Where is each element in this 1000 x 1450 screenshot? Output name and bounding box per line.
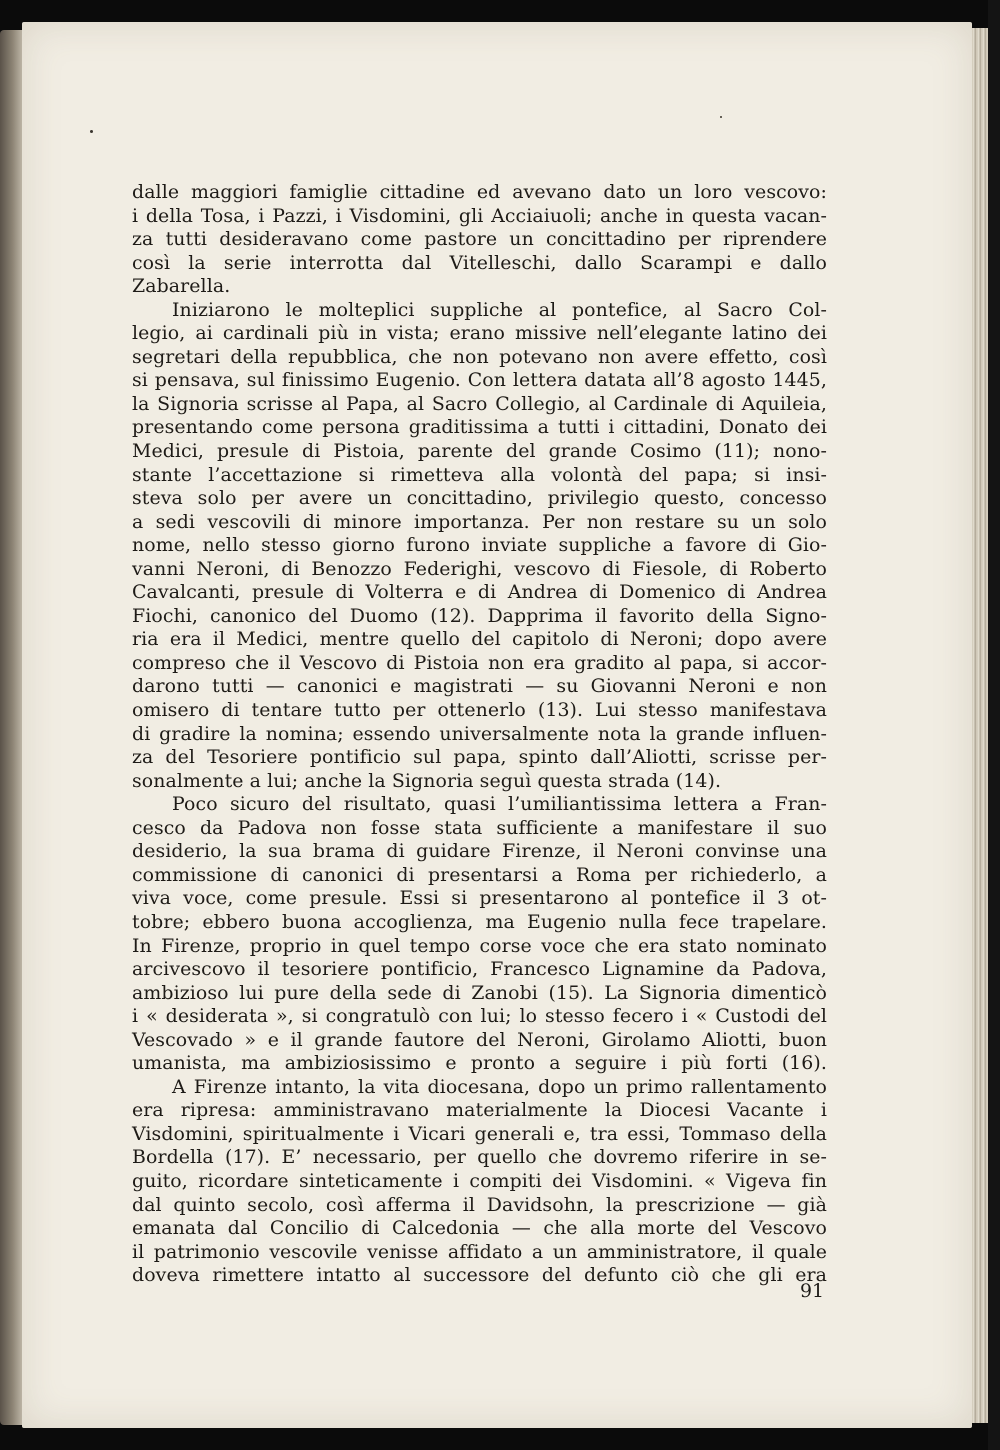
text-line: desiderio, la sua brama di guidare Firenze, il Neroni convinse una: [132, 840, 827, 863]
body-text: [132, 181, 827, 1288]
text-line: In Firenze, proprio in quel tempo corse voce che era stato nominato: [132, 934, 827, 957]
text-line: vanni Neroni, di Benozzo Federighi, vescovo di Fiesole, di Roberto: [132, 557, 827, 580]
text-line: A Firenze intanto, la vita diocesana, dopo un primo rallentamento: [172, 1075, 827, 1098]
text-line: compreso che il Vescovo di Pistoia non era gradito al papa, si accor-: [132, 651, 827, 674]
text-line: legio, ai cardinali più in vista; erano missive nell’elegante latino dei: [132, 322, 827, 345]
text-line: Cavalcanti, presule di Volterra e di Andrea di Domenico di Andrea: [132, 581, 827, 604]
text-line: dalle maggiori famiglie cittadine ed avevano dato un loro vescovo:: [132, 181, 827, 203]
text-line: Visdomini, spiritualmente i Vicari generali e, tra essi, Tommaso della: [132, 1122, 827, 1145]
text-line: segretari della repubblica, che non potevano non avere effetto, così: [132, 345, 827, 368]
text-line: a sedi vescovili di minore importanza. Per non restare su un solo: [132, 510, 827, 533]
text-line: umanista, ma ambiziosissimo e pronto a seguire i più forti (16).: [132, 1052, 827, 1075]
text-line: presentando come persona graditissima a tutti i cittadini, Donato dei: [132, 416, 827, 439]
text-line: doveva rimettere intatto al successore del defunto ciò che gli era: [132, 1264, 827, 1287]
text-line: arcivescovo il tesoriere pontificio, Francesco Lignamine da Padova,: [132, 958, 827, 981]
text-line: viva voce, come presule. Essi si presentarono al pontefice il 3 ot-: [132, 887, 827, 910]
page-number: 91: [800, 1280, 825, 1302]
text-line: di gradire la nomina; essendo universalmente nota la grande influen-: [132, 722, 827, 745]
text-line: sonalmente a lui; anche la Signoria seguì questa strada (14).: [132, 769, 722, 792]
text-line: emanata dal Concilio di Calcedonia — che alla morte del Vescovo: [132, 1217, 827, 1240]
text-line: Poco sicuro del risultato, quasi l’umiliantissima lettera a Fran-: [172, 793, 827, 816]
text-line: nome, nello stesso giorno furono inviate suppliche a favore di Gio-: [132, 534, 827, 557]
text-line: cesco da Padova non fosse stata sufficiente a manifestare il suo: [132, 816, 827, 839]
text-line: stante l’accettazione si rimetteva alla volontà del papa; si insi-: [132, 463, 827, 486]
paper-speck: [90, 130, 93, 133]
text-line: i della Tosa, i Pazzi, i Visdomini, gli Acciaiuoli; anche in questa vacan-: [132, 204, 827, 227]
text-line: ria era il Medici, mentre quello del capitolo di Neroni; dopo avere: [132, 628, 827, 651]
text-line: Medici, presule di Pistoia, parente del grande Cosimo (11); nono-: [132, 440, 827, 463]
text-line: omisero di tentare tutto per ottenerlo (13). Lui stesso manifestava: [132, 699, 827, 722]
text-line: Zabarella.: [132, 275, 231, 298]
text-line: Iniziarono le molteplici suppliche al pontefice, al Sacro Col-: [172, 298, 827, 321]
text-line: guito, ricordare sinteticamente i compiti dei Visdomini. « Vigeva fin: [132, 1169, 827, 1192]
text-line: così la serie interrotta dal Vitelleschi, dallo Scarampi e dallo: [132, 251, 827, 274]
text-line: tobre; ebbero buona accoglienza, ma Eugenio nulla fece trapelare.: [132, 910, 827, 933]
text-line: era ripresa: amministravano materialmente la Diocesi Vacante i: [132, 1099, 827, 1122]
text-line: za tutti desideravano come pastore un concittadino per riprendere: [132, 228, 827, 251]
text-line: i « desiderata », si congratulò con lui; lo stesso fecero i « Custodi del: [132, 1005, 827, 1028]
text-line: dal quinto secolo, così afferma il Davidsohn, la prescrizione — già: [132, 1193, 827, 1216]
text-line: il patrimonio vescovile venisse affidato a un amministratore, il quale: [132, 1240, 827, 1263]
scan-background-right: [988, 0, 1000, 1450]
text-line: za del Tesoriere pontificio sul papa, spinto dall’Aliotti, scrisse per-: [132, 746, 827, 769]
text-line: la Signoria scrisse al Papa, al Sacro Collegio, al Cardinale di Aquileia,: [132, 392, 827, 415]
text-line: commissione di canonici di presentarsi a Roma per richiederlo, a: [132, 863, 827, 886]
text-line: Vescovado » e il grande fautore del Neroni, Girolamo Aliotti, buon: [132, 1028, 827, 1051]
text-line: Fiochi, canonico del Duomo (12). Dapprima il favorito della Signo-: [132, 604, 827, 627]
text-line: ambizioso lui pure della sede di Zanobi (15). La Signoria dimenticò: [132, 981, 827, 1004]
text-line: steva solo per avere un concittadino, privilegio questo, concesso: [132, 487, 827, 510]
paper-speck: [720, 116, 722, 118]
text-line: Bordella (17). E’ necessario, per quello che dovremo riferire in se-: [132, 1146, 827, 1169]
text-line: darono tutti — canonici e magistrati — su Giovanni Neroni e non: [132, 675, 827, 698]
text-line: si pensava, sul finissimo Eugenio. Con lettera datata all’8 agosto 1445,: [132, 369, 827, 392]
